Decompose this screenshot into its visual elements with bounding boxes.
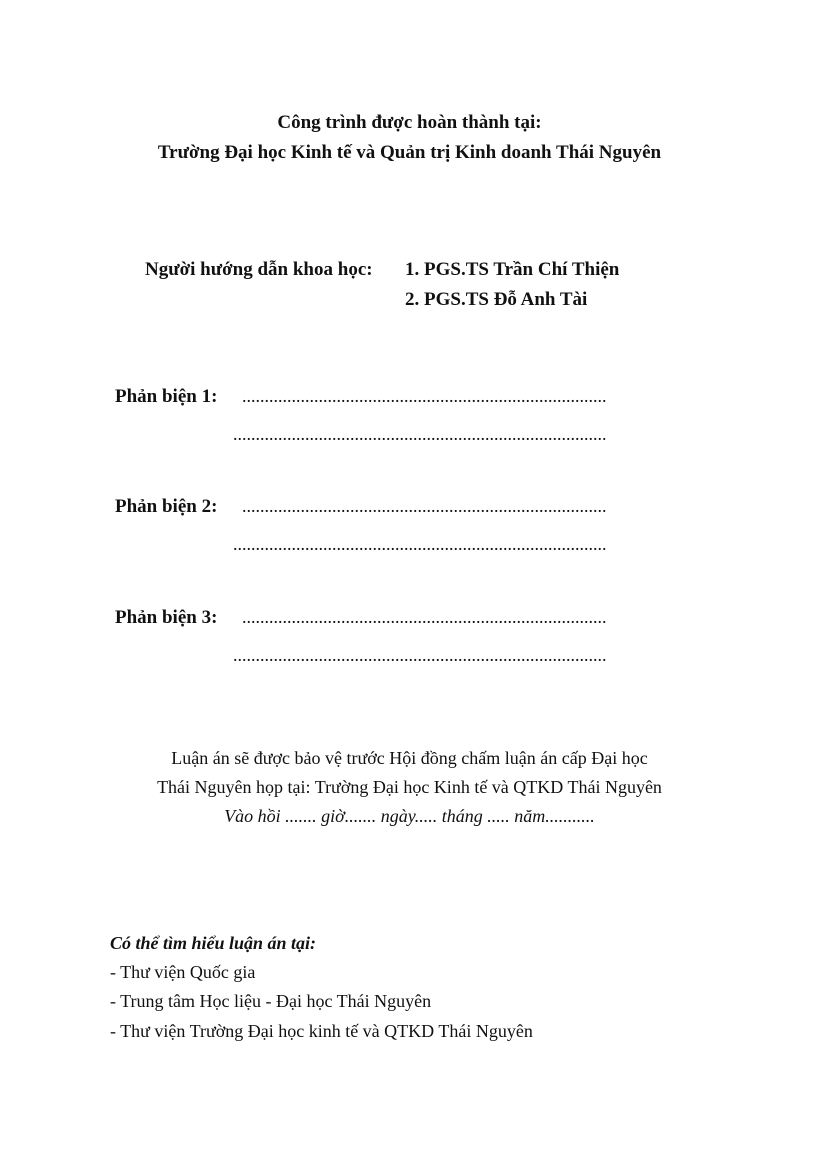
university-name: Trường Đại học Kinh tế và Quản trị Kinh doanh Thái Nguyên [157, 142, 662, 163]
reviewer-2-label: Phản biện 2: [115, 496, 218, 517]
completion-heading: Công trình được hoàn thành tại: [277, 112, 542, 133]
library-item: - Thư viện Quốc gia [110, 962, 256, 982]
supervisor-label: Người hướng dẫn khoa học: [145, 259, 373, 280]
availability-title: Có thể tìm hiểu luận án tại: [110, 933, 317, 953]
reviewer-1-line-2: ................................................................................... [233, 424, 607, 444]
supervisor-2: 2. PGS.TS Đỗ Anh Tài [405, 289, 588, 310]
reviewer-2-line-2: ................................................................................... [233, 534, 607, 554]
reviewer-3-line-2: ................................................................................... [233, 645, 607, 665]
reviewer-1-label: Phản biện 1: [115, 386, 218, 407]
reviewer-3-label: Phản biện 3: [115, 607, 218, 628]
reviewer-3-line-1: ................................................................................. [242, 607, 607, 627]
reviewer-1-line-1: ................................................................................. [242, 386, 607, 406]
library-item: - Thư viện Trường Đại học kinh tế và QTKD Thái Nguyên [110, 1021, 533, 1041]
defense-line-1: Luận án sẽ được bảo vệ trước Hội đồng chấm luận án cấp Đại học [171, 748, 648, 768]
supervisor-1: 1. PGS.TS Trần Chí Thiện [405, 259, 620, 280]
reviewer-2-line-1: ................................................................................. [242, 496, 607, 516]
defense-line-2: Thái Nguyên họp tại: Trường Đại học Kinh tế và QTKD Thái Nguyên [157, 777, 662, 797]
library-item: - Trung tâm Học liệu - Đại học Thái Nguyên [110, 991, 432, 1011]
defense-schedule: Vào hồi ....... giờ....... ngày..... tháng ..... năm........... [224, 806, 595, 826]
